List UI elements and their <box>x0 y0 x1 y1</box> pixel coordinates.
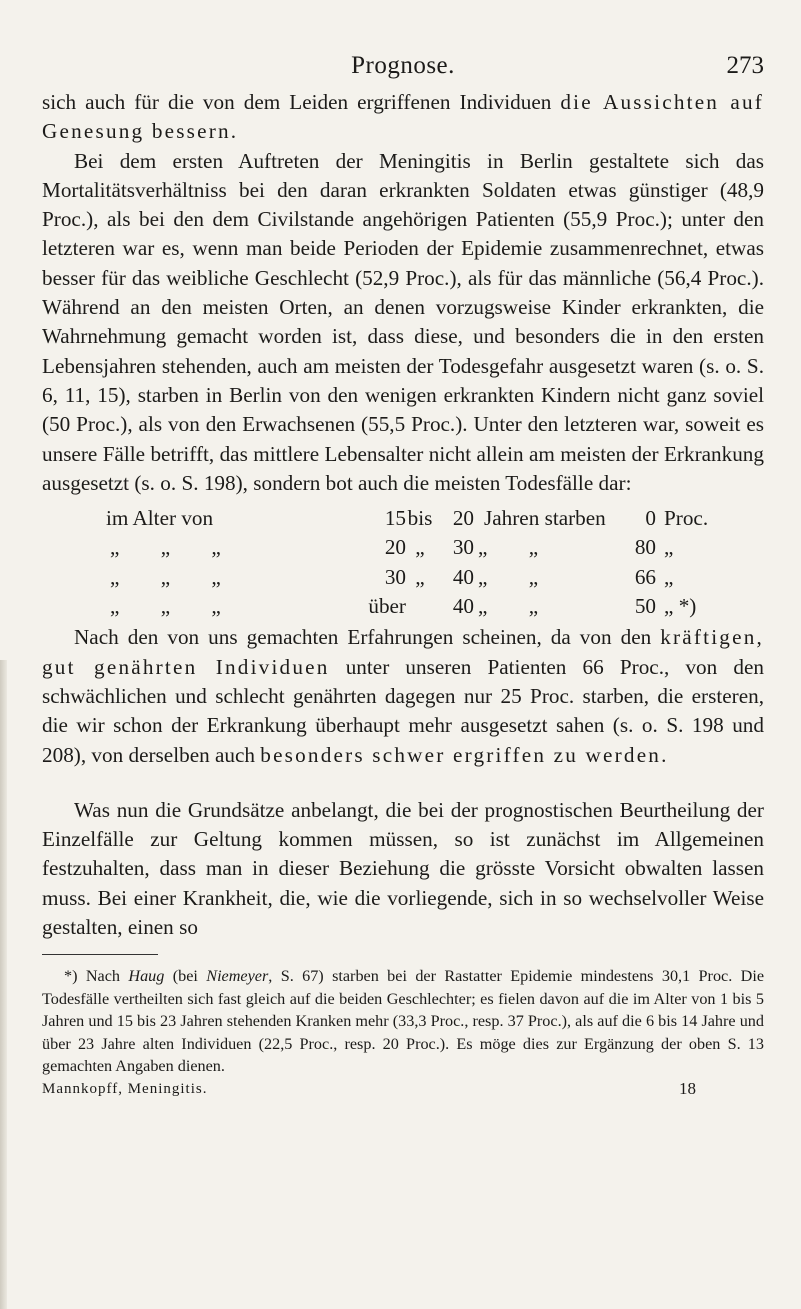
age-from: 30 <box>384 564 406 589</box>
age-separator: bis <box>407 506 433 531</box>
age-separator: „ <box>415 535 425 560</box>
age-label: „ „ „ <box>110 535 239 560</box>
mortality-value: 0 <box>645 506 656 531</box>
body-text-continued <box>42 623 764 942</box>
footnote-rule <box>42 954 158 955</box>
footnote-text <box>42 965 764 1077</box>
page-header <box>42 52 764 88</box>
footnote-author: Niemeyer <box>206 967 269 986</box>
footnote-author: Haug <box>128 967 165 986</box>
age-separator <box>406 592 434 621</box>
age-mortality-row <box>106 592 708 621</box>
book-page <box>42 52 764 1103</box>
page-number: 273 <box>726 52 764 79</box>
age-label: im Alter von <box>106 506 214 531</box>
footnote <box>42 965 764 1077</box>
unit-label: Proc. <box>664 506 709 531</box>
age-to: 30 <box>452 535 474 560</box>
running-title: Prognose. <box>351 52 455 79</box>
sheet-number: 18 <box>679 1079 696 1099</box>
age-mortality-row <box>106 504 708 533</box>
age-from: 20 <box>384 535 406 560</box>
age-mortality-row <box>106 533 708 562</box>
emphasis-text: kräftigen, gut genährten Individuen <box>42 625 764 679</box>
unit-label: „ <box>664 564 674 589</box>
paragraph-constitution <box>42 623 764 769</box>
verb-phrase: Jahren starben <box>484 506 606 531</box>
page-margin-shadow <box>0 660 7 1309</box>
verb-phrase: „ „ <box>478 564 557 589</box>
age-to: 40 <box>452 594 474 619</box>
paragraph-text: Nach den von uns gemachten Erfahrungen scheinen, da von den <box>74 625 661 650</box>
paragraph-text: unter unseren Patienten 66 Proc., von den schwächlichen und schlecht genährten dagegen nur 25 Proc. starben, die ersteren, die wir schon der Erkrankung überhaupt mehr ausgesetzt sahen (s. o. S. 198 und 208), von derselben auch <box>42 654 764 767</box>
emphasis-text: besonders schwer ergriffen zu werden. <box>260 742 669 767</box>
paragraph-text: sich auch für die von dem Leiden ergriffenen Individuen <box>42 90 561 114</box>
footnote-part: *) Nach <box>64 967 129 986</box>
age-mortality-table <box>106 504 764 621</box>
section-gap <box>42 770 764 796</box>
unit-label: „ *) <box>664 594 697 619</box>
verb-phrase: „ „ <box>478 594 557 619</box>
age-from: 15 <box>384 506 406 531</box>
age-to: 40 <box>452 564 474 589</box>
paragraph-continuation <box>42 88 764 147</box>
sheet-signature: Mannkopff, Meningitis. <box>42 1081 208 1098</box>
mortality-value: 66 <box>634 564 656 589</box>
unit-label: „ <box>664 535 674 560</box>
verb-phrase: „ „ <box>478 535 557 560</box>
age-label: „ „ „ <box>110 564 239 589</box>
paragraph-principles: Was nun die Grundsätze anbelangt, die bei der prognostischen Beurtheilung der Einzelfälle zur Geltung kommen müssen, so ist zunächst im Allgemeinen festzuhalten, dass man in dieser Beziehung die grösste Vorsicht obwalten lassen muss. Bei einer Krankheit, die, wie die vorliegende, sich in so wechselvoller Weise gestalten, einen so <box>42 797 764 940</box>
footnote-part: , S. 67) starben bei der Rastatter Epidemie mindestens 30,1 Proc. Die Todesfälle vertheilten sich fast gleich auf die beiden Geschlechter; es fielen davon auf die im Alter von 1 bis 5 Jahren und 15 bis 23 Jahren stehenden Kranken mehr (33,3 Proc., resp. 37 Proc.), als auf die 6 bis 14 Jahre und über 23 Jahre alten Individuen (22,5 Proc., resp. 20 Proc.). Es möge dies zur Ergänzung der oben S. 13 gemachten Angaben dienen. <box>42 967 765 1075</box>
age-to: 20 <box>452 506 474 531</box>
age-from: über <box>368 594 406 619</box>
age-separator: „ <box>415 564 425 589</box>
mortality-value: 50 <box>634 594 656 619</box>
footnote-part: (bei <box>164 967 207 986</box>
body-text <box>42 88 764 498</box>
mortality-value: 80 <box>634 535 656 560</box>
age-mortality-row <box>106 563 708 592</box>
emphasis-text: die Aussichten auf Genesung bessern. <box>42 90 764 144</box>
signature-line <box>42 1079 764 1103</box>
paragraph-mortality: Bei dem ersten Auftreten der Meningitis in Berlin gestaltete sich das Mortalitätsverhältniss bei den daran erkrankten Soldaten etwas günstiger (48,9 Proc.), als bei den dem Civilstande angehörigen Patienten (55,9 Proc.); unter den letzteren war es, wenn man beide Perioden der Epidemie zusammenrechnet, etwas besser für das weibliche Geschlecht (52,9 Proc.), als für das männliche (56,4 Proc.). Während an den meisten Orten, an denen vorzugsweise Kinder erkrankten, die Wahrnehmung gemacht worden ist, dass diese, und besonders die in den ersten Lebensjahren stehenden, auch am meisten der Todesgefahr ausgesetzt waren (s. o. S. 6, 11, 15), starben in Berlin von den wenigen erkrankten Kindern nicht ganz soviel (50 Proc.), als von den Erwachsenen (55,5 Proc.). Unter den letzteren war, soweit es unsere Fälle betrifft, das mittlere Lebensalter nicht allein am meisten der Erkrankung ausgesetzt (s. o. S. 198), sondern bot auch die meisten Todesfälle dar: <box>42 148 764 495</box>
age-label: „ „ „ <box>110 594 239 619</box>
